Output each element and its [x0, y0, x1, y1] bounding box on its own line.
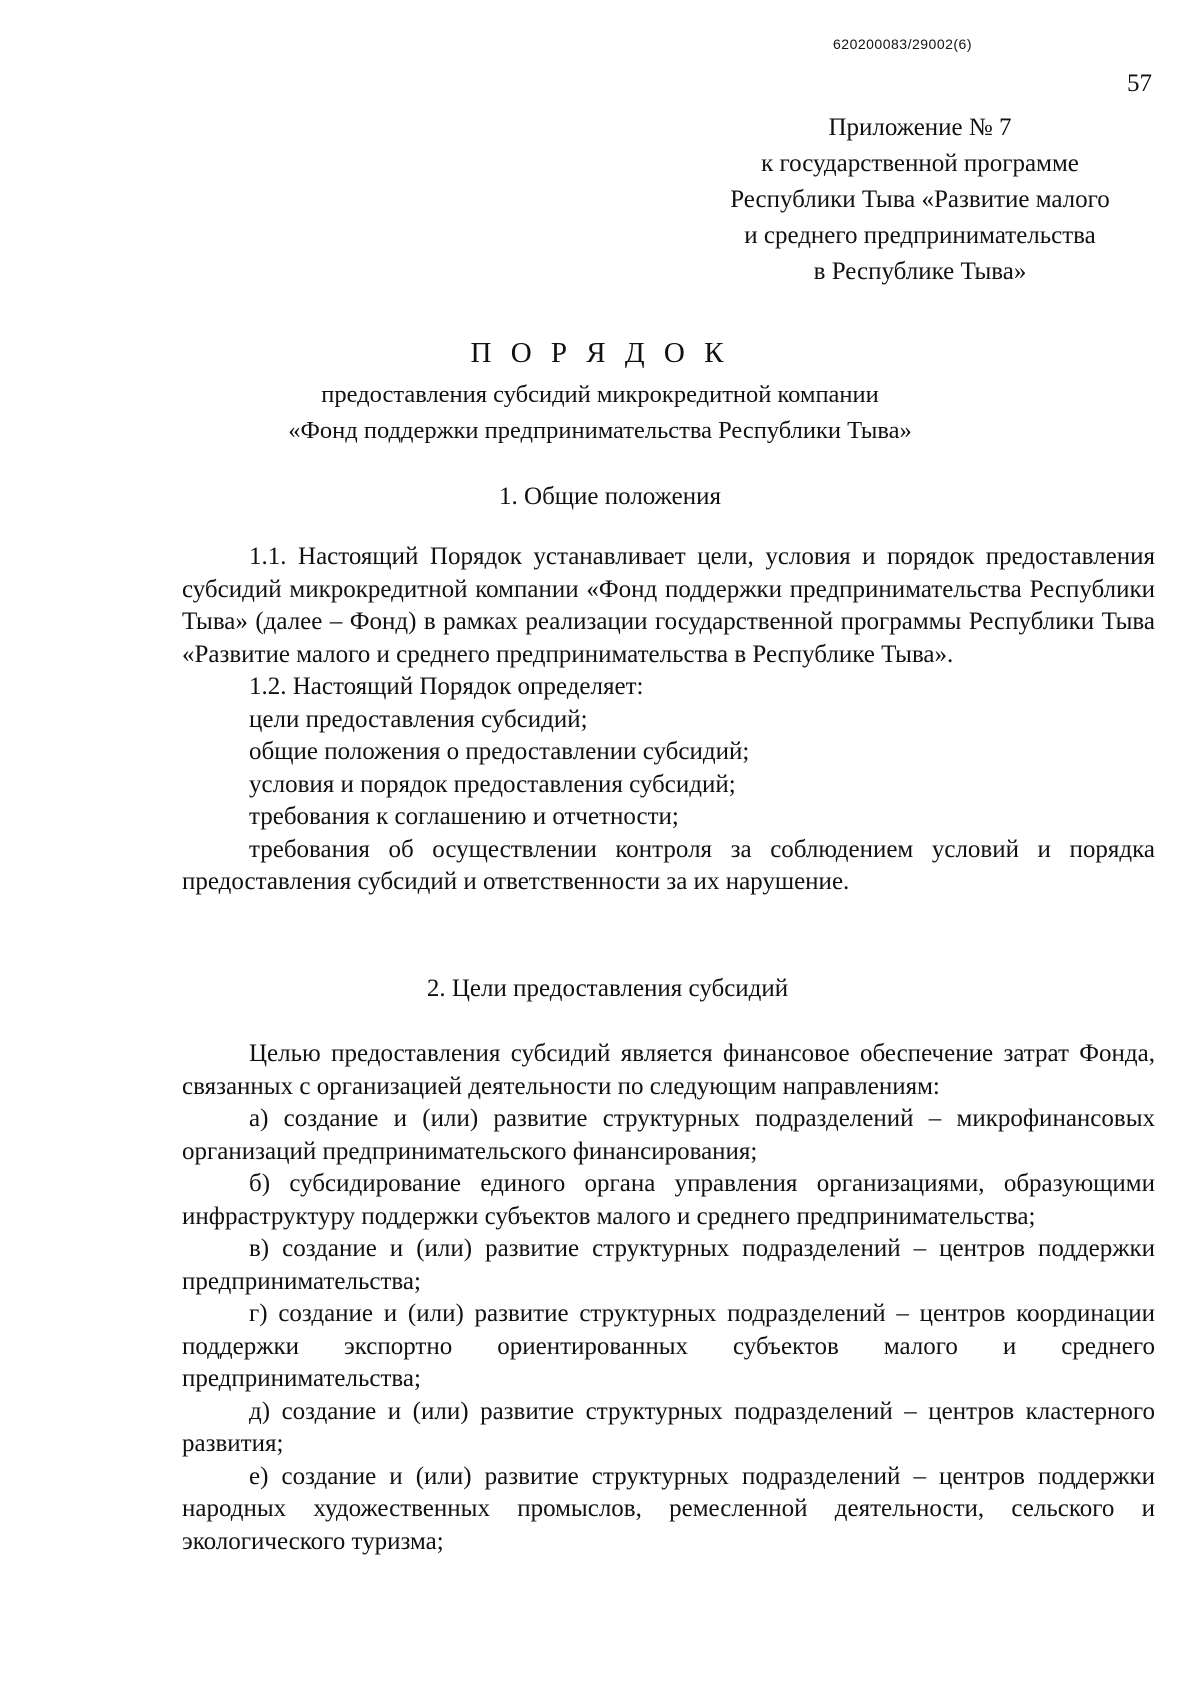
goal-item: г) создание и (или) развитие структурных подразделений – центров координации поддержки экспортно ориентированных субъектов малого и среднего предпринимательства;: [182, 1300, 1155, 1392]
section-goals-body: [182, 1038, 1155, 1558]
paragraph-1-1: 1.1. Настоящий Порядок устанавливает цели, условия и порядок предоставления субсидий микрокредитной компании «Фонд поддержки предпринимательства Республики Тыва» (далее – Фонд) в рамках реализации государственной программы Республики Тыва «Развитие малого и среднего предпринимательства в Республике Тыва».: [182, 543, 1155, 668]
appendix-line: и среднего предпринимательства: [744, 222, 1096, 249]
list-item: условия и порядок предоставления субсидий;: [249, 770, 736, 798]
goal-item: в) создание и (или) развитие структурных подразделений – центров поддержки предпринимательства;: [182, 1235, 1155, 1295]
goal-item: е) создание и (или) развитие структурных подразделений – центров поддержки народных художественных промыслов, ремесленной деятельности, сельского и экологического туризма;: [182, 1462, 1155, 1555]
appendix-line: к государственной программе: [761, 150, 1079, 177]
subtitle-line: «Фонд поддержки предпринимательства Республики Тыва»: [288, 417, 912, 444]
section-general-body: [182, 541, 1155, 899]
list-item: общие положения о предоставлении субсидий;: [249, 738, 750, 765]
paragraph-1-2: 1.2. Настоящий Порядок определяет:: [249, 673, 644, 700]
appendix-line: в Республике Тыва»: [813, 258, 1027, 285]
section-heading-general: 1. Общие положения: [499, 483, 721, 510]
goal-item: а) создание и (или) развитие структурных подразделений – микрофинансовых организаций предпринимательского финансирования;: [182, 1105, 1155, 1165]
appendix-block: [700, 110, 1140, 290]
subtitle-line: предоставления субсидий микрокредитной компании: [321, 381, 879, 408]
appendix-line: Приложение № 7: [828, 114, 1012, 141]
goal-item: д) создание и (или) развитие структурных подразделений – центров кластерного развития;: [182, 1397, 1155, 1457]
appendix-line: Республики Тыва «Развитие малого: [730, 186, 1110, 213]
list-item: требования к соглашению и отчетности;: [249, 803, 679, 830]
section-heading-goals: 2. Цели предоставления субсидий: [426, 975, 789, 1002]
document-title: П О Р Я Д О К: [470, 337, 730, 369]
goal-item: б) субсидирование единого органа управления организациями, образующими инфраструктуру поддержки субъектов малого и среднего предпринимательства;: [182, 1170, 1155, 1230]
list-item-last: требования об осуществлении контроля за соблюдением условий и порядка предоставления субсидий и ответственности за их нарушение.: [182, 835, 1155, 895]
document-id: 620200083/29002(6): [833, 36, 973, 52]
document-subtitle: [0, 377, 1200, 449]
goals-intro: Целью предоставления субсидий является финансовое обеспечение затрат Фонда, связанных с организацией деятельности по следующим направлениям:: [182, 1040, 1155, 1100]
page-number: 57: [1127, 70, 1152, 97]
list-item: цели предоставления субсидий;: [249, 705, 588, 733]
